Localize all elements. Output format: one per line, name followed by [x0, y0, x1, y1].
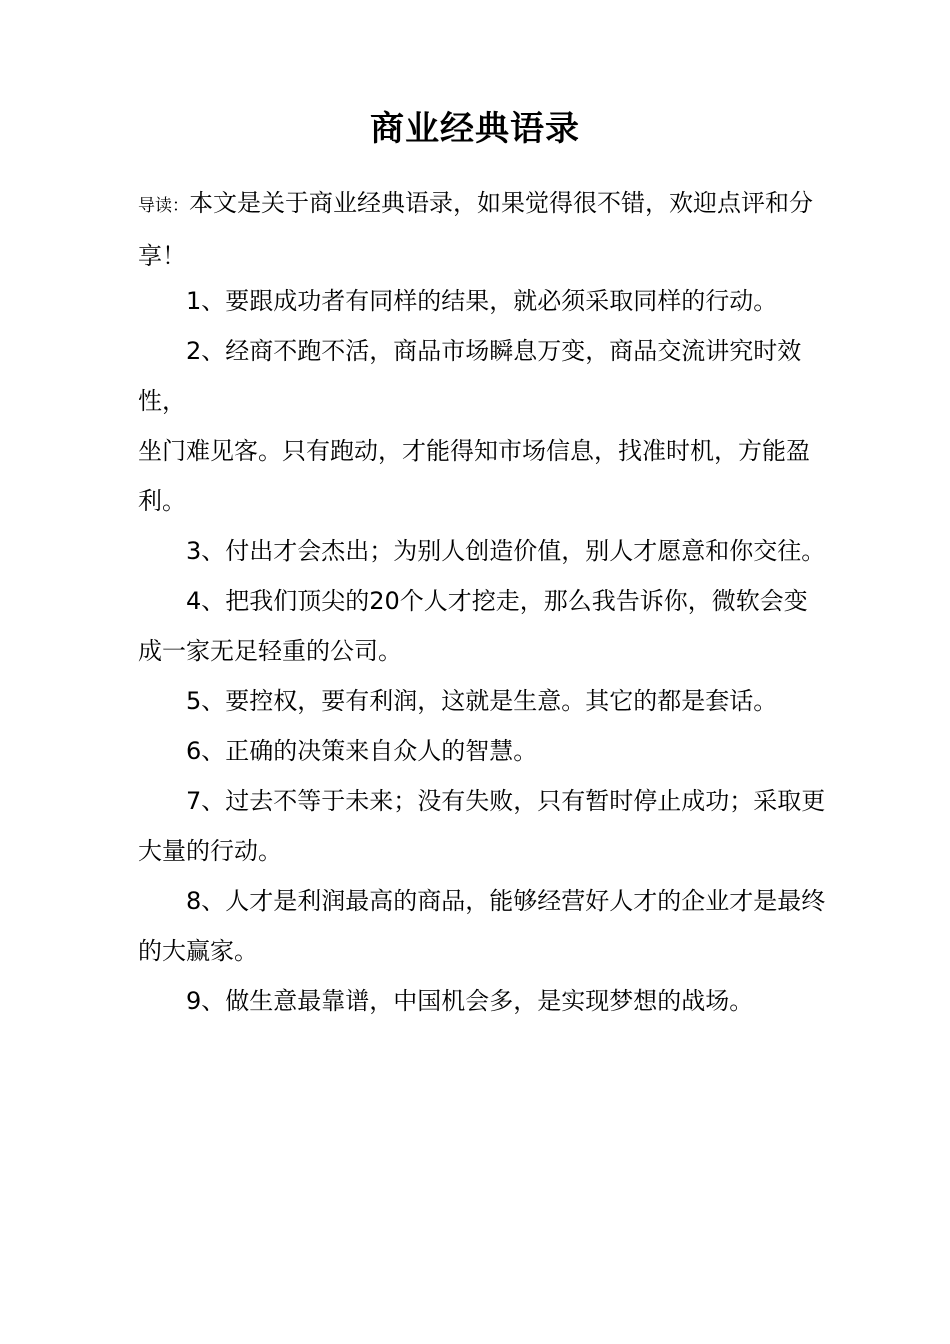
intro-label: 导读： [138, 196, 189, 216]
quote-paragraph-1: 1、要跟成功者有同样的结果，就必须采取同样的行动。 [186, 287, 778, 315]
quote-paragraph-5: 5、要控权，要有利润，这就是生意。其它的都是套话。 [186, 687, 778, 715]
quote-paragraph-3: 3、付出才会杰出；为别人创造价值，别人才愿意和你交往。 [186, 537, 826, 565]
quote-paragraph-6: 6、正确的决策来自众人的智慧。 [186, 737, 538, 765]
document-title: 商业经典语录 [370, 109, 580, 149]
intro-text: 本文是关于商业经典语录，如果觉得很不错，欢迎点评和分享！ [138, 189, 813, 270]
quote-paragraph-7: 7、过去不等于未来；没有失败，只有暂时停止成功；采取更大量的行动。 [138, 787, 826, 865]
quote-paragraph-2: 2、经商不跑不活，商品市场瞬息万变，商品交流讲究时效性， [138, 337, 802, 415]
quote-paragraph-2-continued: 坐门难见客。只有跑动，才能得知市场信息，找准时机，方能盈利。 [138, 437, 810, 515]
intro-paragraph [138, 178, 818, 281]
quote-paragraph-9: 9、做生意最靠谱，中国机会多，是实现梦想的战场。 [186, 987, 754, 1015]
quote-paragraph-8: 8、人才是利润最高的商品，能够经营好人才的企业才是最终的大赢家。 [138, 887, 826, 965]
quote-list [138, 276, 828, 1026]
quote-paragraph-4: 4、把我们顶尖的20个人才挖走，那么我告诉你，微软会变成一家无足轻重的公司。 [138, 587, 808, 665]
